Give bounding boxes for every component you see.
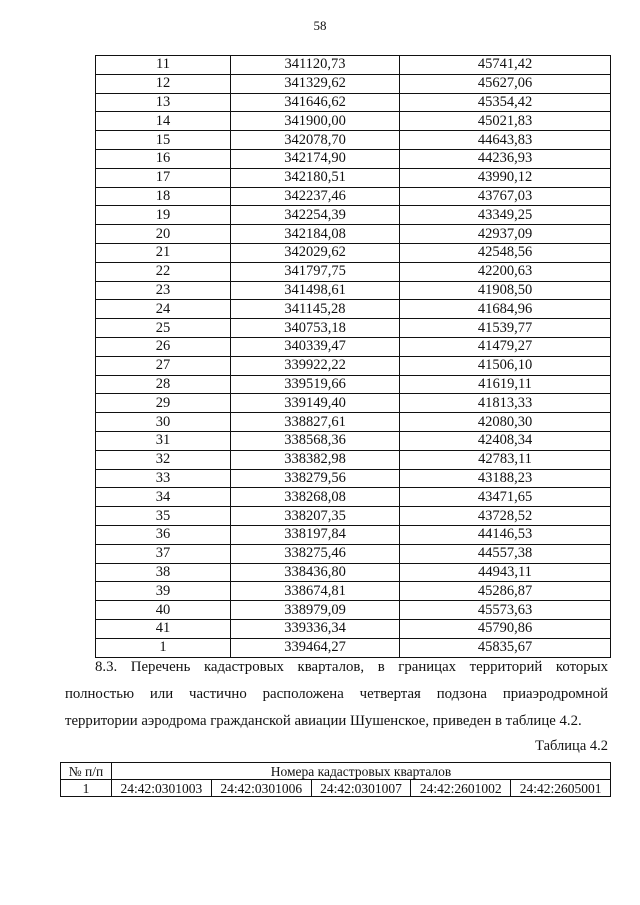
point-number-cell: 15: [96, 131, 231, 150]
header-title-cell: Номера кадастровых кварталов: [112, 763, 611, 780]
table-row: [96, 375, 611, 394]
table-row: [96, 469, 611, 488]
table-row: [96, 319, 611, 338]
y-coordinate-cell: 41506,10: [400, 356, 611, 375]
coordinates-table: [95, 55, 611, 658]
x-coordinate-cell: 340753,18: [231, 319, 400, 338]
x-coordinate-cell: 338275,46: [231, 544, 400, 563]
x-coordinate-cell: 338568,36: [231, 431, 400, 450]
table-row: [96, 619, 611, 638]
table-row: [96, 131, 611, 150]
point-number-cell: 20: [96, 225, 231, 244]
y-coordinate-cell: 42937,09: [400, 225, 611, 244]
point-number-cell: 14: [96, 112, 231, 131]
y-coordinate-cell: 42408,34: [400, 431, 611, 450]
point-number-cell: 31: [96, 431, 231, 450]
y-coordinate-cell: 44236,93: [400, 149, 611, 168]
cadastral-quarter-cell: 24:42:0301006: [211, 780, 311, 797]
page-number: 58: [313, 18, 327, 33]
x-coordinate-cell: 341900,00: [231, 112, 400, 131]
y-coordinate-cell: 45790,86: [400, 619, 611, 638]
cadastral-data-row: [61, 780, 611, 797]
x-coordinate-cell: 342184,08: [231, 225, 400, 244]
x-coordinate-cell: 338279,56: [231, 469, 400, 488]
table-row: [96, 56, 611, 75]
y-coordinate-cell: 45021,83: [400, 112, 611, 131]
point-number-cell: 26: [96, 337, 231, 356]
x-coordinate-cell: 338207,35: [231, 507, 400, 526]
y-coordinate-cell: 44146,53: [400, 525, 611, 544]
x-coordinate-cell: 339519,66: [231, 375, 400, 394]
x-coordinate-cell: 342180,51: [231, 168, 400, 187]
table-row: [96, 413, 611, 432]
x-coordinate-cell: 341120,73: [231, 56, 400, 75]
x-coordinate-cell: 338674,81: [231, 582, 400, 601]
cadastral-quarter-cell: 24:42:0301007: [311, 780, 411, 797]
cadastral-quarters-table: [60, 762, 611, 797]
table-row: [96, 300, 611, 319]
point-number-cell: 16: [96, 149, 231, 168]
y-coordinate-cell: 41479,27: [400, 337, 611, 356]
y-coordinate-cell: 41539,77: [400, 319, 611, 338]
table-row: [96, 525, 611, 544]
y-coordinate-cell: 41619,11: [400, 375, 611, 394]
y-coordinate-cell: 43990,12: [400, 168, 611, 187]
cadastral-quarter-cell: 24:42:0301003: [112, 780, 212, 797]
x-coordinate-cell: 338382,98: [231, 450, 400, 469]
point-number-cell: 19: [96, 206, 231, 225]
y-coordinate-cell: 41908,50: [400, 281, 611, 300]
y-coordinate-cell: 45354,42: [400, 93, 611, 112]
point-number-cell: 11: [96, 56, 231, 75]
point-number-cell: 29: [96, 394, 231, 413]
cadastral-quarter-cell: 24:42:2601002: [411, 780, 511, 797]
header-number-cell: № п/п: [61, 763, 112, 780]
x-coordinate-cell: 338827,61: [231, 413, 400, 432]
table-row: [96, 187, 611, 206]
y-coordinate-cell: 43767,03: [400, 187, 611, 206]
point-number-cell: 36: [96, 525, 231, 544]
y-coordinate-cell: 42783,11: [400, 450, 611, 469]
table-row: [96, 488, 611, 507]
y-coordinate-cell: 42548,56: [400, 243, 611, 262]
x-coordinate-cell: 338197,84: [231, 525, 400, 544]
y-coordinate-cell: 42080,30: [400, 413, 611, 432]
x-coordinate-cell: 341145,28: [231, 300, 400, 319]
cadastral-header-row: [61, 763, 611, 780]
table-row: [96, 243, 611, 262]
x-coordinate-cell: 341646,62: [231, 93, 400, 112]
x-coordinate-cell: 339922,22: [231, 356, 400, 375]
point-number-cell: 37: [96, 544, 231, 563]
table-row: [96, 563, 611, 582]
table-row: [96, 507, 611, 526]
cadastral-quarter-cell: 24:42:2605001: [511, 780, 611, 797]
y-coordinate-cell: 43188,23: [400, 469, 611, 488]
y-coordinate-cell: 44943,11: [400, 563, 611, 582]
y-coordinate-cell: 44557,38: [400, 544, 611, 563]
x-coordinate-cell: 340339,47: [231, 337, 400, 356]
point-number-cell: 21: [96, 243, 231, 262]
point-number-cell: 23: [96, 281, 231, 300]
point-number-cell: 18: [96, 187, 231, 206]
point-number-cell: 1: [96, 638, 231, 657]
y-coordinate-cell: 45741,42: [400, 56, 611, 75]
point-number-cell: 22: [96, 262, 231, 281]
point-number-cell: 12: [96, 74, 231, 93]
point-number-cell: 27: [96, 356, 231, 375]
point-number-cell: 34: [96, 488, 231, 507]
table-row: [96, 74, 611, 93]
table-row: [96, 337, 611, 356]
point-number-cell: 13: [96, 93, 231, 112]
point-number-cell: 35: [96, 507, 231, 526]
paragraph-text: 8.3. Перечень кадастровых кварталов, в границах территорий которых полностью или частично расположена четвертая подзона приаэродромной территории аэродрома гражданской авиации Шушенское, приведен в таблице 4.2.: [65, 659, 608, 729]
table-row: [96, 582, 611, 601]
table-row: [96, 149, 611, 168]
y-coordinate-cell: 41684,96: [400, 300, 611, 319]
y-coordinate-cell: 45627,06: [400, 74, 611, 93]
x-coordinate-cell: 341329,62: [231, 74, 400, 93]
x-coordinate-cell: 341797,75: [231, 262, 400, 281]
x-coordinate-cell: 339464,27: [231, 638, 400, 657]
x-coordinate-cell: 342078,70: [231, 131, 400, 150]
y-coordinate-cell: 41813,33: [400, 394, 611, 413]
y-coordinate-cell: 43471,65: [400, 488, 611, 507]
table-caption: Таблица 4.2: [535, 738, 608, 754]
table-row: [96, 544, 611, 563]
y-coordinate-cell: 45573,63: [400, 601, 611, 620]
section-8-3-paragraph: [65, 654, 608, 735]
point-number-cell: 40: [96, 601, 231, 620]
y-coordinate-cell: 45286,87: [400, 582, 611, 601]
y-coordinate-cell: 45835,67: [400, 638, 611, 657]
x-coordinate-cell: 338268,08: [231, 488, 400, 507]
point-number-cell: 28: [96, 375, 231, 394]
table-row: [96, 281, 611, 300]
y-coordinate-cell: 42200,63: [400, 262, 611, 281]
point-number-cell: 30: [96, 413, 231, 432]
row-number-cell: 1: [61, 780, 112, 797]
x-coordinate-cell: 342237,46: [231, 187, 400, 206]
table-row: [96, 206, 611, 225]
x-coordinate-cell: 342254,39: [231, 206, 400, 225]
table-row: [96, 450, 611, 469]
y-coordinate-cell: 43728,52: [400, 507, 611, 526]
table-row: [96, 262, 611, 281]
table-row: [96, 394, 611, 413]
point-number-cell: 17: [96, 168, 231, 187]
y-coordinate-cell: 43349,25: [400, 206, 611, 225]
point-number-cell: 32: [96, 450, 231, 469]
x-coordinate-cell: 339149,40: [231, 394, 400, 413]
point-number-cell: 39: [96, 582, 231, 601]
table-row: [96, 93, 611, 112]
point-number-cell: 33: [96, 469, 231, 488]
y-coordinate-cell: 44643,83: [400, 131, 611, 150]
x-coordinate-cell: 341498,61: [231, 281, 400, 300]
x-coordinate-cell: 338979,09: [231, 601, 400, 620]
point-number-cell: 25: [96, 319, 231, 338]
table-row: [96, 356, 611, 375]
x-coordinate-cell: 342174,90: [231, 149, 400, 168]
table-row: [96, 601, 611, 620]
x-coordinate-cell: 338436,80: [231, 563, 400, 582]
table-row: [96, 168, 611, 187]
x-coordinate-cell: 342029,62: [231, 243, 400, 262]
table-row: [96, 112, 611, 131]
table-row: [96, 225, 611, 244]
table-row: [96, 431, 611, 450]
x-coordinate-cell: 339336,34: [231, 619, 400, 638]
point-number-cell: 41: [96, 619, 231, 638]
point-number-cell: 38: [96, 563, 231, 582]
point-number-cell: 24: [96, 300, 231, 319]
